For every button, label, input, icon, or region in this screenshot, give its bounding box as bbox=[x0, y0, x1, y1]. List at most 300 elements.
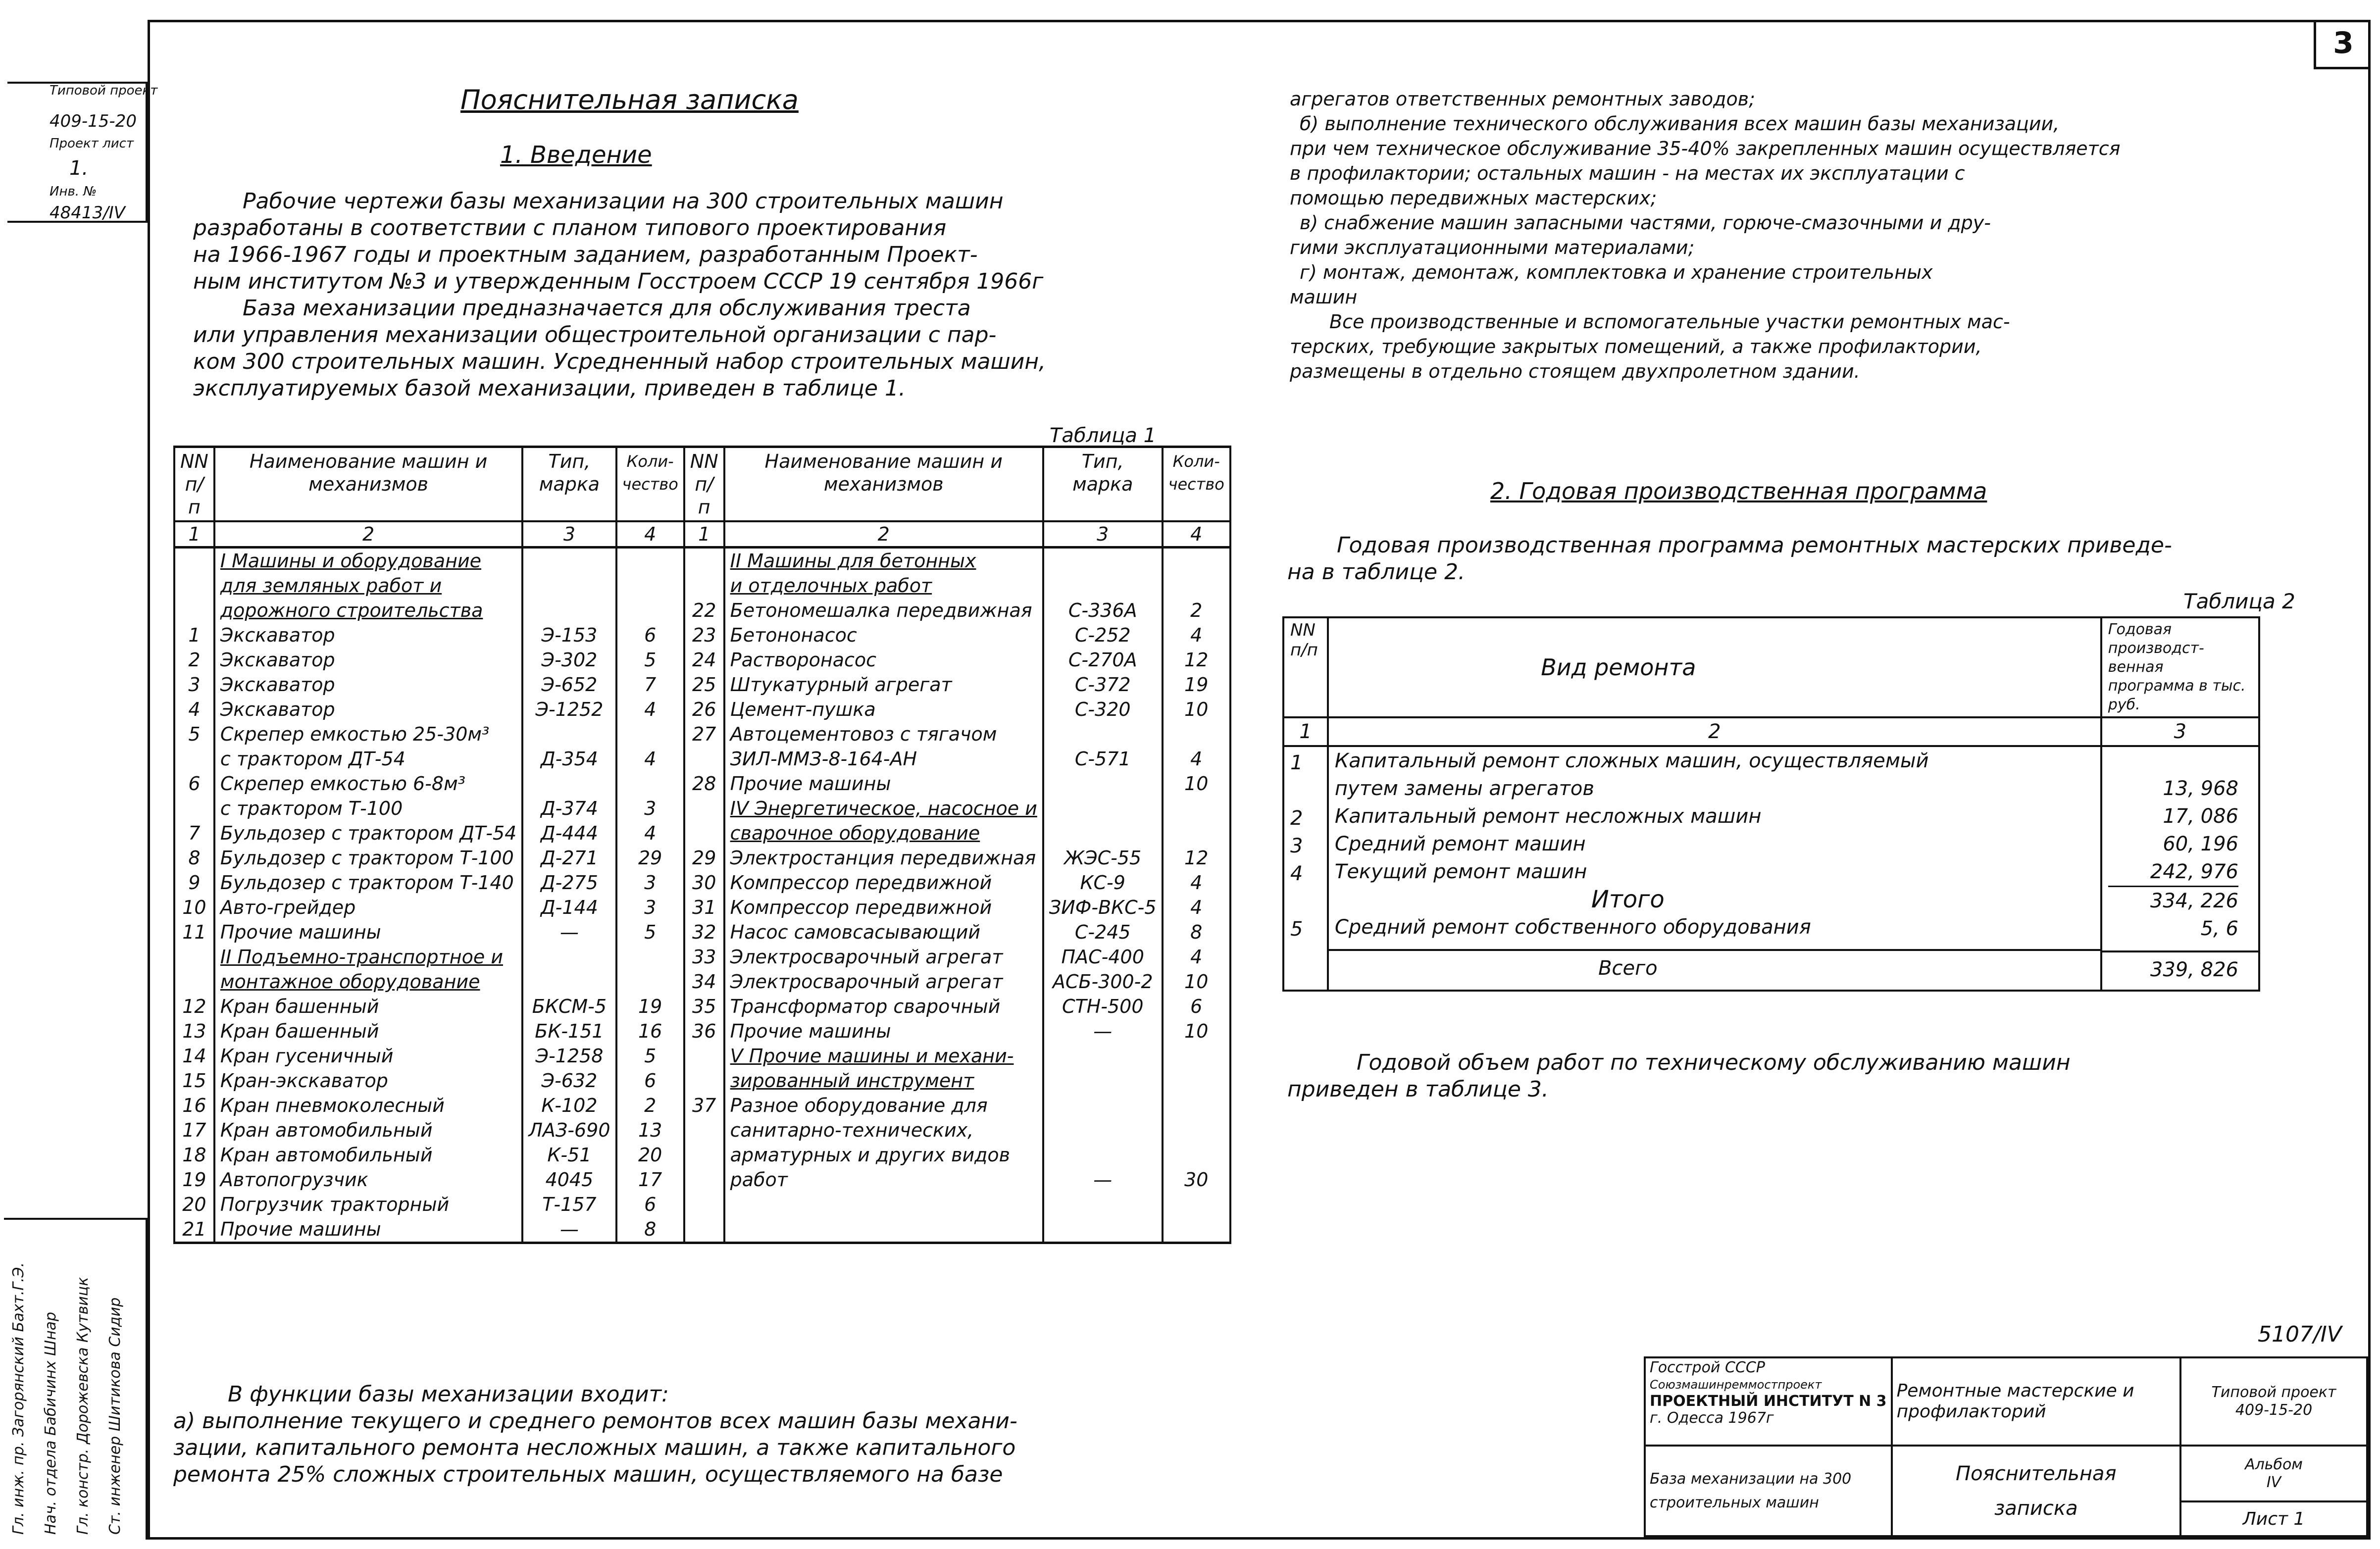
t1-left-row-qty: 6 bbox=[616, 1192, 684, 1217]
t1-left-row-qty bbox=[616, 771, 684, 796]
t1-right-row-number: 28 bbox=[684, 771, 724, 796]
t1-right-row-number: 34 bbox=[684, 969, 724, 994]
t1-left-row-type: Д-374 bbox=[522, 796, 616, 821]
t1-left-row-name: Погрузчик тракторный bbox=[214, 1192, 522, 1217]
t1-right-row-number bbox=[684, 1118, 724, 1143]
intro-line-2: разработаны в соответствии с планом типового проектирования bbox=[193, 215, 947, 241]
section2-line-1: Годовая производственная программа ремонтных мастерских приведе- bbox=[1337, 533, 2172, 558]
t2-kind-col bbox=[1328, 746, 2101, 991]
table1-row bbox=[174, 548, 1230, 574]
stamp-doc-title-2: записка bbox=[1994, 1497, 2078, 1520]
t2-r3-kind: Средний ремонт машин bbox=[1334, 833, 1586, 855]
t1-left-row-number: 17 bbox=[174, 1118, 214, 1143]
t2-r3-nn: 3 bbox=[1290, 835, 1303, 857]
right-line-1: агрегатов ответственных ремонтных заводов; bbox=[1290, 88, 1755, 110]
t1-left-section-type bbox=[522, 573, 616, 598]
right-line-12: размещены в отдельно стоящем двухпролетном здании. bbox=[1290, 360, 1860, 382]
t1-left-row-number: 13 bbox=[174, 1019, 214, 1044]
t1-right-row-number: 36 bbox=[684, 1019, 724, 1044]
t1-right-empty-cell bbox=[1043, 1192, 1163, 1217]
table2-colnum-row bbox=[1283, 717, 2259, 746]
table1-row bbox=[174, 623, 1230, 648]
stamp-base-2: строительных машин bbox=[1650, 1494, 1819, 1511]
t1-left-row-number: 21 bbox=[174, 1217, 214, 1243]
t1-right-row-name: Штукатурный агрегат bbox=[724, 672, 1043, 697]
t1-right-section-nn bbox=[684, 548, 724, 574]
t1-left-row-qty: 5 bbox=[616, 648, 684, 672]
t2-r1b-nn bbox=[1290, 777, 1321, 804]
t1-left-section-qty bbox=[616, 548, 684, 574]
t1-left-row-number: 4 bbox=[174, 697, 214, 722]
t1-right-row-name: Электросварочный агрегат bbox=[724, 945, 1043, 969]
t1-right-row-type: С-336А bbox=[1043, 598, 1163, 623]
intro-line-7: ком 300 строительных машин. Усредненный набор строительных машин, bbox=[193, 349, 1046, 374]
t1-right-row-type bbox=[1043, 1143, 1163, 1167]
t1-left-row-qty: 16 bbox=[616, 1019, 684, 1044]
t2-r4-kind: Текущий ремонт машин bbox=[1334, 860, 1587, 883]
t1-left-row-type: Э-632 bbox=[522, 1068, 616, 1093]
t1-right-section-nn bbox=[684, 573, 724, 598]
table1-row bbox=[174, 920, 1230, 945]
section2-line-2: на в таблице 2. bbox=[1287, 559, 1466, 585]
t1-left-row-type: Д-271 bbox=[522, 846, 616, 870]
t1-left-row-type: Э-1252 bbox=[522, 697, 616, 722]
signature-row-4: Ст. инженер Шитикова Сидир bbox=[106, 1297, 124, 1535]
stamp-doc-title bbox=[1892, 1446, 2180, 1536]
section2-heading: 2. Годовая производственная программа bbox=[1490, 478, 1987, 504]
t1-right-row-qty bbox=[1163, 1143, 1230, 1167]
stamp-project bbox=[2180, 1357, 2367, 1446]
t2-r5-val: 5, 6 bbox=[2200, 917, 2238, 940]
t1-left-row-type: БКСМ-5 bbox=[522, 994, 616, 1019]
t1-h-type-r: Тип, марка bbox=[1043, 447, 1163, 522]
t1-left-row-type: Д-275 bbox=[522, 870, 616, 895]
stamp-album-1: Альбом bbox=[2245, 1455, 2303, 1473]
t1-left-row-type: Т-157 bbox=[522, 1192, 616, 1217]
t1-h-name-r: Наименование машин и механизмов bbox=[724, 447, 1043, 522]
t2-subtotal-label: Итого bbox=[1591, 886, 1665, 913]
margin-label-3: Проект лист bbox=[50, 136, 134, 151]
t1-left-row-type: ЛАЗ-690 bbox=[522, 1118, 616, 1143]
t1-left-row-number: 6 bbox=[174, 771, 214, 796]
t1-right-row-qty: 19 bbox=[1163, 672, 1230, 697]
t1-right-row-number: 31 bbox=[684, 895, 724, 920]
t1-left-row-name: Кран гусеничный bbox=[214, 1044, 522, 1068]
table1-row bbox=[174, 895, 1230, 920]
t1-left-row-qty: 4 bbox=[616, 747, 684, 771]
t1-left-row-number: 8 bbox=[174, 846, 214, 870]
t2-r2-kind: Капитальный ремонт несложных машин bbox=[1334, 805, 1762, 828]
t1-right-row-number bbox=[684, 747, 724, 771]
t1-right-row-name: Трансформатор сварочный bbox=[724, 994, 1043, 1019]
t2-r4-nn: 4 bbox=[1290, 862, 1303, 885]
t1-right-row-type bbox=[1043, 722, 1163, 747]
t1-left-section-nn bbox=[174, 598, 214, 623]
t1-left-row-type: БК-151 bbox=[522, 1019, 616, 1044]
table1-row bbox=[174, 598, 1230, 623]
t1-right-row-name: санитарно-технических, bbox=[724, 1118, 1043, 1143]
t1-left-section-title: II Подъемно-транспортное и bbox=[214, 945, 522, 969]
t1-right-empty-cell bbox=[724, 1217, 1043, 1243]
t1-left-row-type: Э-153 bbox=[522, 623, 616, 648]
t1-left-row-qty: 29 bbox=[616, 846, 684, 870]
intro-line-3: на 1966-1967 годы и проектным заданием, разработанным Проект- bbox=[193, 242, 978, 267]
t1-left-row-name: Экскаватор bbox=[214, 672, 522, 697]
stamp-base-1: База механизации на 300 bbox=[1650, 1470, 1852, 1488]
t1-left-row-qty: 3 bbox=[616, 796, 684, 821]
t1-h-nn-r: NN п/п bbox=[684, 447, 724, 522]
t1-right-section-nn bbox=[684, 1044, 724, 1068]
t1-right-empty-cell bbox=[1163, 1217, 1230, 1243]
table1-row bbox=[174, 672, 1230, 697]
t1-right-row-number: 37 bbox=[684, 1093, 724, 1118]
t1-left-row-number: 9 bbox=[174, 870, 214, 895]
t1-right-row-name: Цемент-пушка bbox=[724, 697, 1043, 722]
t1-right-section-title: зированный инструмент bbox=[724, 1068, 1043, 1093]
t1-left-row-name: Скрепер емкостью 6-8м³ bbox=[214, 771, 522, 796]
t1-right-section-qty bbox=[1163, 548, 1230, 574]
t1-left-row-type bbox=[522, 722, 616, 747]
t1-left-section-nn bbox=[174, 945, 214, 969]
signature-row-2: Нач. отдела Бабичинх Шнар bbox=[42, 1311, 59, 1535]
t1-right-section-type bbox=[1043, 821, 1163, 846]
intro-line-1: Рабочие чертежи базы механизации на 300 строительных машин bbox=[243, 189, 1004, 214]
right-line-4: в профилактории; остальных машин - на местах их эксплуатации с bbox=[1290, 162, 1965, 184]
t2-cn-1: 1 bbox=[1283, 717, 1328, 746]
t1-left-row-qty: 8 bbox=[616, 1217, 684, 1243]
t1-right-row-number: 26 bbox=[684, 697, 724, 722]
t1-right-row-qty: 2 bbox=[1163, 598, 1230, 623]
margin-label-4: 1. bbox=[69, 157, 89, 180]
t1-right-section-title: IV Энергетическое, насосное и bbox=[724, 796, 1043, 821]
stamp-doc-title-1: Пояснительная bbox=[1956, 1462, 2117, 1485]
t1-left-row-qty: 3 bbox=[616, 870, 684, 895]
t1-right-row-number: 24 bbox=[684, 648, 724, 672]
t1-right-row-name: Компрессор передвижной bbox=[724, 895, 1043, 920]
margin-label-6: 48413/IV bbox=[50, 203, 125, 223]
t2-r1b-kind: путем замены агрегатов bbox=[1334, 777, 1594, 800]
t1-left-row-number: 10 bbox=[174, 895, 214, 920]
t1-right-row-number: 33 bbox=[684, 945, 724, 969]
intro-line-6: или управления механизации общестроительной организации с пар- bbox=[193, 322, 997, 348]
t1-left-row-qty: 13 bbox=[616, 1118, 684, 1143]
t1-left-row-name: Прочие машины bbox=[214, 920, 522, 945]
t1-left-section-nn bbox=[174, 969, 214, 994]
t2-r1-kind: Капитальный ремонт сложных машин, осуществляемый bbox=[1334, 750, 1929, 772]
t1-right-row-number: 23 bbox=[684, 623, 724, 648]
t1-right-empty-cell bbox=[724, 1192, 1043, 1217]
t1-left-row-number: 5 bbox=[174, 722, 214, 747]
t1-left-row-name: Экскаватор bbox=[214, 648, 522, 672]
t1-cn-7: 3 bbox=[1043, 521, 1163, 548]
t1-right-section-qty bbox=[1163, 796, 1230, 821]
t1-right-section-nn bbox=[684, 821, 724, 846]
t1-cn-8: 4 bbox=[1163, 521, 1230, 548]
t1-left-row-number: 2 bbox=[174, 648, 214, 672]
t1-right-row-number: 29 bbox=[684, 846, 724, 870]
right-line-5: помощью передвижных мастерских; bbox=[1290, 187, 1657, 209]
t1-left-row-name: Бульдозер с трактором ДТ-54 bbox=[214, 821, 522, 846]
t2-h-kind: Вид ремонта bbox=[1328, 617, 2101, 717]
stamp-album bbox=[2180, 1446, 2367, 1501]
t1-right-row-name: Бетономешалка передвижная bbox=[724, 598, 1043, 623]
t1-right-row-type bbox=[1043, 1093, 1163, 1118]
t1-right-row-qty bbox=[1163, 1118, 1230, 1143]
table3-note bbox=[1287, 1049, 2071, 1103]
t2-r5-kind: Средний ремонт собственного оборудования bbox=[1334, 916, 1811, 939]
t1-left-row-number bbox=[174, 796, 214, 821]
t2-cn-2: 2 bbox=[1328, 717, 2101, 746]
t1-right-row-qty: 10 bbox=[1163, 697, 1230, 722]
table1-row bbox=[174, 870, 1230, 895]
right-column-text bbox=[1290, 87, 2121, 384]
t1-left-section-title: I Машины и оборудование bbox=[214, 548, 522, 574]
t1-left-row-name: Экскаватор bbox=[214, 697, 522, 722]
table1-row bbox=[174, 1143, 1230, 1167]
t1-left-row-number: 12 bbox=[174, 994, 214, 1019]
intro-heading: 1. Введение bbox=[500, 141, 652, 169]
t1-left-row-type: — bbox=[522, 920, 616, 945]
stamp-org bbox=[1645, 1357, 1892, 1446]
t1-right-row-qty: 4 bbox=[1163, 870, 1230, 895]
t1-left-row-qty: 19 bbox=[616, 994, 684, 1019]
t1-left-row-qty: 5 bbox=[616, 1044, 684, 1068]
table1-row bbox=[174, 771, 1230, 796]
t1-left-row-qty: 7 bbox=[616, 672, 684, 697]
signature-row-1: Гл. инж. пр. Загорянский Бахт.Г.Э. bbox=[10, 1262, 27, 1535]
right-line-8: г) монтаж, демонтаж, комплектовка и хранение строительных bbox=[1300, 261, 1933, 283]
t1-right-row-type: — bbox=[1043, 1167, 1163, 1192]
margin-label-2: 409-15-20 bbox=[50, 111, 137, 131]
stamp-subject: Ремонтные мастерские и профилакторий bbox=[1892, 1357, 2180, 1446]
right-line-3: при чем техническое обслуживание 35-40% закрепленных машин осуществляется bbox=[1290, 138, 2121, 159]
t1-right-row-qty: 8 bbox=[1163, 920, 1230, 945]
t1-right-row-type: С-252 bbox=[1043, 623, 1163, 648]
table1-colnum-row bbox=[174, 521, 1230, 548]
table1-row bbox=[174, 1167, 1230, 1192]
stamp-org-2: Союзмашинреммостпроект bbox=[1650, 1378, 1822, 1392]
t1-right-row-name: Электростанция передвижная bbox=[724, 846, 1043, 870]
t1-right-row-qty: 12 bbox=[1163, 846, 1230, 870]
t1-left-row-name: Кран-экскаватор bbox=[214, 1068, 522, 1093]
t1-left-row-type: Д-144 bbox=[522, 895, 616, 920]
t1-right-row-name: Прочие машины bbox=[724, 1019, 1043, 1044]
table1-row bbox=[174, 573, 1230, 598]
t1-right-row-number bbox=[684, 1167, 724, 1192]
t1-left-row-qty: 2 bbox=[616, 1093, 684, 1118]
t1-left-row-name: с трактором ДТ-54 bbox=[214, 747, 522, 771]
intro-line-5: База механизации предназначается для обслуживания треста bbox=[243, 296, 971, 321]
t1-left-row-qty bbox=[616, 722, 684, 747]
table1-row bbox=[174, 1217, 1230, 1243]
table3-note-line-1: Годовой объем работ по техническому обслуживанию машин bbox=[1357, 1050, 2071, 1075]
t1-left-row-number: 11 bbox=[174, 920, 214, 945]
right-line-6: в) снабжение машин запасными частями, горюче-смазочными и дру- bbox=[1300, 212, 1991, 234]
t1-left-section-title: для земляных работ и bbox=[214, 573, 522, 598]
right-line-7: гими эксплуатационными материалами; bbox=[1290, 237, 1695, 258]
t1-right-row-type: АСБ-300-2 bbox=[1043, 969, 1163, 994]
t1-left-row-name: с трактором Т-100 bbox=[214, 796, 522, 821]
stamp-org-4: г. Одесса 1967г bbox=[1650, 1409, 1774, 1427]
t1-right-row-name: Бетононасос bbox=[724, 623, 1043, 648]
t1-left-row-qty: 17 bbox=[616, 1167, 684, 1192]
t1-right-row-qty: 10 bbox=[1163, 969, 1230, 994]
t1-h-name-l: Наименование машин и механизмов bbox=[214, 447, 522, 522]
t1-right-row-type: ПАС-400 bbox=[1043, 945, 1163, 969]
t1-left-row-qty: 4 bbox=[616, 821, 684, 846]
t1-left-row-type: Д-444 bbox=[522, 821, 616, 846]
t1-left-row-type: К-51 bbox=[522, 1143, 616, 1167]
t1-left-section-nn bbox=[174, 573, 214, 598]
intro-line-8: эксплуатируемых базой механизации, приведен в таблице 1. bbox=[193, 376, 906, 401]
t2-r1-nn: 1 bbox=[1290, 751, 1303, 774]
stamp-base bbox=[1645, 1446, 1892, 1536]
t1-right-row-qty: 10 bbox=[1163, 771, 1230, 796]
t1-right-section-qty bbox=[1163, 573, 1230, 598]
t1-left-row-name: Кран башенный bbox=[214, 994, 522, 1019]
right-line-11: терских, требующие закрытых помещений, а также профилактории, bbox=[1290, 336, 1982, 357]
t1-right-row-type: СТН-500 bbox=[1043, 994, 1163, 1019]
t1-left-row-type: Д-354 bbox=[522, 747, 616, 771]
t1-left-row-name: Бульдозер с трактором Т-100 bbox=[214, 846, 522, 870]
table1-row bbox=[174, 945, 1230, 969]
table1-row bbox=[174, 1044, 1230, 1068]
t1-right-row-name: Прочие машины bbox=[724, 771, 1043, 796]
t1-right-row-qty: 10 bbox=[1163, 1019, 1230, 1044]
functions-line-1: В функции базы механизации входит: bbox=[228, 1382, 669, 1407]
t1-left-row-type: Э-652 bbox=[522, 672, 616, 697]
t1-h-qty-l: Коли-чество bbox=[616, 447, 684, 522]
right-line-10: Все производственные и вспомогательные участки ремонтных мас- bbox=[1329, 311, 2010, 333]
t1-right-row-qty: 4 bbox=[1163, 895, 1230, 920]
t1-left-row-qty: 4 bbox=[616, 697, 684, 722]
t1-left-section-type bbox=[522, 598, 616, 623]
t1-right-row-qty: 6 bbox=[1163, 994, 1230, 1019]
t1-left-section-nn bbox=[174, 548, 214, 574]
t2-total-val: 339, 826 bbox=[2102, 950, 2258, 987]
functions-line-2: а) выполнение текущего и среднего ремонтов всех машин базы механи- bbox=[173, 1408, 1017, 1434]
t1-right-row-name: Насос самовсасывающий bbox=[724, 920, 1043, 945]
t2-r2-val: 17, 086 bbox=[2163, 805, 2238, 828]
table2-caption: Таблица 2 bbox=[2183, 589, 2295, 613]
t1-right-row-name: Растворонасос bbox=[724, 648, 1043, 672]
intro-text bbox=[193, 188, 1046, 402]
t1-right-section-type bbox=[1043, 1044, 1163, 1068]
t1-cn-2: 2 bbox=[214, 521, 522, 548]
t2-total-label: Всего bbox=[1598, 957, 1658, 980]
table1-row bbox=[174, 1019, 1230, 1044]
t1-right-section-nn bbox=[684, 796, 724, 821]
table1-row bbox=[174, 1068, 1230, 1093]
stamp-project-2: 409-15-20 bbox=[2235, 1401, 2313, 1419]
t2-r5-nn: 5 bbox=[1290, 918, 1303, 941]
t1-right-row-name: Компрессор передвижной bbox=[724, 870, 1043, 895]
intro-line-4: ным институтом №3 и утвержденным Госстроем СССР 19 сентября 1966г bbox=[193, 269, 1044, 294]
table1-row bbox=[174, 697, 1230, 722]
margin-label-1: Типовой проект bbox=[50, 83, 158, 98]
t2-r4-val: 242, 976 bbox=[2108, 858, 2238, 887]
t1-right-row-name: ЗИЛ-ММЗ-8-164-АН bbox=[724, 747, 1043, 771]
stamp-sheet: Лист 1 bbox=[2180, 1501, 2367, 1536]
t2-nn-col bbox=[1283, 746, 1328, 991]
t2-h-prog: Годовая производст-венная программа в тыс. руб. bbox=[2101, 617, 2259, 717]
t1-right-row-qty bbox=[1163, 722, 1230, 747]
t1-left-section-qty bbox=[616, 573, 684, 598]
page-number: 3 bbox=[2314, 20, 2371, 69]
t1-cn-6: 2 bbox=[724, 521, 1043, 548]
t2-r1-val bbox=[2108, 747, 2238, 775]
t1-right-section-type bbox=[1043, 796, 1163, 821]
t1-right-empty-cell bbox=[684, 1217, 724, 1243]
t1-right-row-type: С-571 bbox=[1043, 747, 1163, 771]
right-line-2: б) выполнение технического обслуживания всех машин базы механизации, bbox=[1300, 113, 2060, 135]
t1-left-section-qty bbox=[616, 945, 684, 969]
t1-left-row-name: Автопогрузчик bbox=[214, 1167, 522, 1192]
t1-left-row-name: Скрепер емкостью 25-30м³ bbox=[214, 722, 522, 747]
t2-cn-3: 3 bbox=[2101, 717, 2259, 746]
t2-total-sep bbox=[1329, 949, 2100, 986]
table1-row bbox=[174, 994, 1230, 1019]
t1-left-row-qty: 20 bbox=[616, 1143, 684, 1167]
t1-left-row-name: Авто-грейдер bbox=[214, 895, 522, 920]
t1-left-row-number: 14 bbox=[174, 1044, 214, 1068]
t1-right-section-title: сварочное оборудование bbox=[724, 821, 1043, 846]
t1-left-row-type: К-102 bbox=[522, 1093, 616, 1118]
t1-right-section-type bbox=[1043, 573, 1163, 598]
t1-left-row-number: 20 bbox=[174, 1192, 214, 1217]
t1-right-section-qty bbox=[1163, 1068, 1230, 1093]
table1-caption: Таблица 1 bbox=[1050, 424, 1157, 447]
t1-left-section-title: монтажное оборудование bbox=[214, 969, 522, 994]
t1-left-row-type: Э-302 bbox=[522, 648, 616, 672]
functions-text bbox=[173, 1381, 1017, 1488]
t1-left-section-type bbox=[522, 548, 616, 574]
t1-right-row-type: С-245 bbox=[1043, 920, 1163, 945]
t1-right-section-qty bbox=[1163, 821, 1230, 846]
t1-right-empty-cell bbox=[1163, 1192, 1230, 1217]
t1-right-row-number: 30 bbox=[684, 870, 724, 895]
t1-left-row-number: 15 bbox=[174, 1068, 214, 1093]
t2-r2-nn: 2 bbox=[1290, 807, 1303, 830]
t1-right-row-number bbox=[684, 1143, 724, 1167]
t1-right-row-qty: 4 bbox=[1163, 945, 1230, 969]
t1-right-row-name: Автоцементовоз с тягачом bbox=[724, 722, 1043, 747]
stamp-project-1: Типовой проект bbox=[2211, 1384, 2336, 1401]
t1-left-row-name: Кран башенный bbox=[214, 1019, 522, 1044]
t1-right-row-type: С-320 bbox=[1043, 697, 1163, 722]
t1-right-row-qty bbox=[1163, 1093, 1230, 1118]
table1-row bbox=[174, 1093, 1230, 1118]
t1-left-row-number: 7 bbox=[174, 821, 214, 846]
t1-right-row-number: 22 bbox=[684, 598, 724, 623]
t1-right-section-title: V Прочие машины и механи- bbox=[724, 1044, 1043, 1068]
t1-left-row-qty: 6 bbox=[616, 623, 684, 648]
t1-left-section-type bbox=[522, 945, 616, 969]
t1-left-row-number: 16 bbox=[174, 1093, 214, 1118]
table1-row bbox=[174, 722, 1230, 747]
t1-cn-4: 4 bbox=[616, 521, 684, 548]
t1-right-row-name: Разное оборудование для bbox=[724, 1093, 1043, 1118]
t1-left-row-number: 3 bbox=[174, 672, 214, 697]
t1-left-row-qty: 6 bbox=[616, 1068, 684, 1093]
table2 bbox=[1282, 616, 2260, 992]
t1-left-section-qty bbox=[616, 969, 684, 994]
t1-left-row-type: — bbox=[522, 1217, 616, 1243]
t1-left-row-qty: 3 bbox=[616, 895, 684, 920]
table2-body-row bbox=[1283, 746, 2259, 991]
title-block bbox=[1644, 1356, 2368, 1537]
t1-cn-3: 3 bbox=[522, 521, 616, 548]
